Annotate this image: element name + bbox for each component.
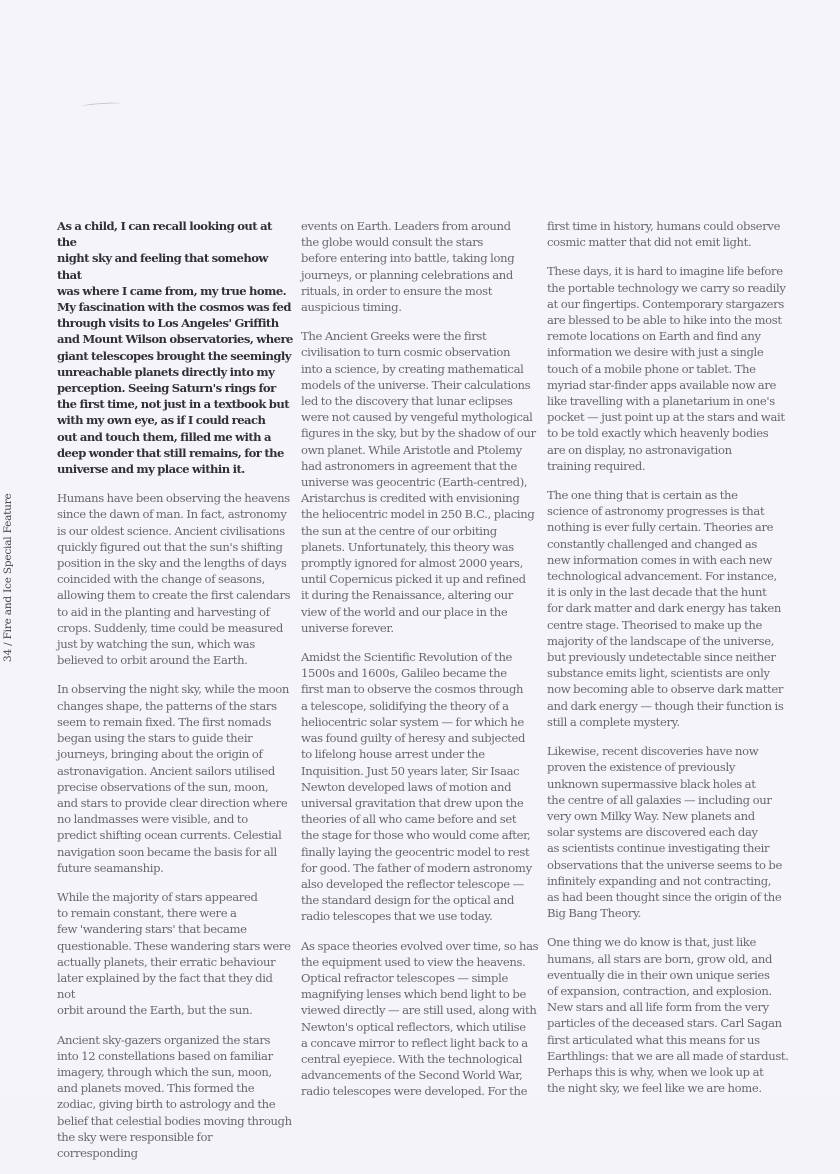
- body-paragraph: Humans have been observing the heavens since the dawn of man. In fact, astronomy is our oldest science. Ancient civilisations quickly figured out that the sun's shifting position in the sky and the lengths of days coincided with the change of seasons, allowing them to create the first calendars to aid in the planting and harvesting of crops. Suddenly, time could be measured just by watching the sun, which was believed to orbit around the Earth.: [57, 491, 291, 668]
- body-paragraph: Likewise, recent discoveries have now proven the existence of previously unknown supermassive black holes at the centre of all galaxies — including our very own Milky Way. New planets and solar systems are discovered each day as scientists continue investigating their observations that the universe seems to be infinitely expanding and not contracting, as had been thought since the origin of the Big Bang Theory.: [547, 744, 783, 921]
- body-paragraph: Amidst the Scientific Revolution of the 1500s and 1600s, Galileo became the first man to observe the cosmos through a telescope, solidifying the theory of a heliocentric solar system — for which he was found guilty of heresy and subjected to lifelong house arrest under the Inquisition. Just 50 years later, Sir Isaac Newton developed laws of motion and universal gravitation that drew upon the theories of all who came before and set the stage for those who would come after, finally laying the geocentric model to rest for good. The father of modern astronomy also developed the reflector telescope — the standard design for the optical and radio telescopes that we use today.: [301, 650, 532, 924]
- body-paragraph: The one thing that is certain as the science of astronomy progresses is that nothing is ever fully certain. Theories are constantly challenged and changed as new information comes in with each new technological advancement. For instance, it is only in the last decade that the hunt for dark matter and dark energy has taken centre stage. Theorised to make up the majority of the landscape of the universe, but previously undetectable since neither substance emits light, scientists are only now becoming able to observe dark matter and dark energy — though their function is still a complete mystery.: [547, 488, 784, 729]
- body-paragraph: In observing the night sky, while the moon changes shape, the patterns of the stars seem to remain fixed. The first nomads began using the stars to guide their journeys, bringing about the origin of astronavigation. Ancient sailors utilised precise observations of the sun, moon, and stars to provide clear direction where no landmasses were visible, and to predict shifting ocean currents. Celestial navigation soon became the basis for all future seamanship.: [57, 682, 289, 875]
- body-paragraph: The Ancient Greeks were the first civilisation to turn cosmic observation into a science, by creating mathematical models of the universe. Their calculations led to the discovery that lunar eclipses were not caused by vengeful mythological figures in the sky, but by the shadow of our own planet. While Aristotle and Ptolemy had astronomers in agreement that the universe was geocentric (Earth-centred), Aristarchus is credited with envisioning the heliocentric model in 250 B.C., placing the sun at the centre of our orbiting planets. Unfortunately, this theory was promptly ignored for almost 2000 years, until Copernicus picked it up and refined it during the Renaissance, altering our view of the world and our place in the universe forever.: [301, 329, 536, 635]
- column-3: [547, 218, 791, 1109]
- body-paragraph: While the majority of stars appeared to remain constant, there were a few 'wandering stars' that became questionable. These wandering stars were actually planets, their erratic behaviour later explained by the fact that they did not orbit around the Earth, but the sun.: [57, 889, 291, 1018]
- body-paragraph: events on Earth. Leaders from around the globe would consult the stars before entering into battle, taking long journeys, or planning celebrations and rituals, in order to ensure the most auspicious timing.: [301, 219, 515, 315]
- column-2: [301, 218, 541, 1113]
- pen-mark: [82, 102, 120, 109]
- body-paragraph: As space theories evolved over time, so has the equipment used to view the heavens. Optical refractor telescopes — simple magnifying lenses which bend light to be viewed directly — are still used, along with Newton's optical reflectors, which utilise a concave mirror to reflect light back to a central eyepiece. With the technological advancements of the Second World War, radio telescopes were developed. For the: [301, 938, 539, 1099]
- body-paragraph: first time in history, humans could observe cosmic matter that did not emit light.: [547, 219, 781, 250]
- running-head: 34 / Fire and Ice Special Feature: [2, 493, 14, 662]
- lead-paragraph: As a child, I can recall looking out at the night sky and feeling that somehow that was where I came from, my true home. My fascination with the cosmos was fed through visits to Los Angeles' Griffith and Mount Wilson observatories, where giant telescopes brought the seemingly unreachable planets directly into my perception. Seeing Saturn's rings for the first time, not just in a textbook but with my own eye, as if I could reach out and touch them, filled me with a deep wonder that still remains, for the universe and my place within it.: [57, 219, 293, 477]
- column-1: [57, 218, 293, 1174]
- body-paragraph: These days, it is hard to imagine life before the portable technology we carry so readily at our fingertips. Contemporary stargazers are blessed to be able to hike into the most remote locations on Earth and find any information we desire with just a single touch of a mobile phone or tablet. The myriad star-finder apps available now are like travelling with a planetarium in one's pocket — just point up at the stars and wait to be told exactly which heavenly bodies are on display, no astronavigation training required.: [547, 264, 786, 473]
- body-paragraph: Ancient sky-gazers organized the stars into 12 constellations based on familiar imagery, through which the sun, moon, and planets moved. This formed the zodiac, giving birth to astrology and the belief that celestial bodies moving through the sky were responsible for corresponding: [57, 1032, 292, 1160]
- body-paragraph: One thing we do know is that, just like humans, all stars are born, grow old, and eventually die in their own unique series of expansion, contraction, and explosion. New stars and all life form from the very particles of the deceased stars. Carl Sagan first articulated what this means for us Earthlings: that we are all made of stardust. Perhaps this is why, when we look up at the night sky, we feel like we are home.: [547, 935, 789, 1096]
